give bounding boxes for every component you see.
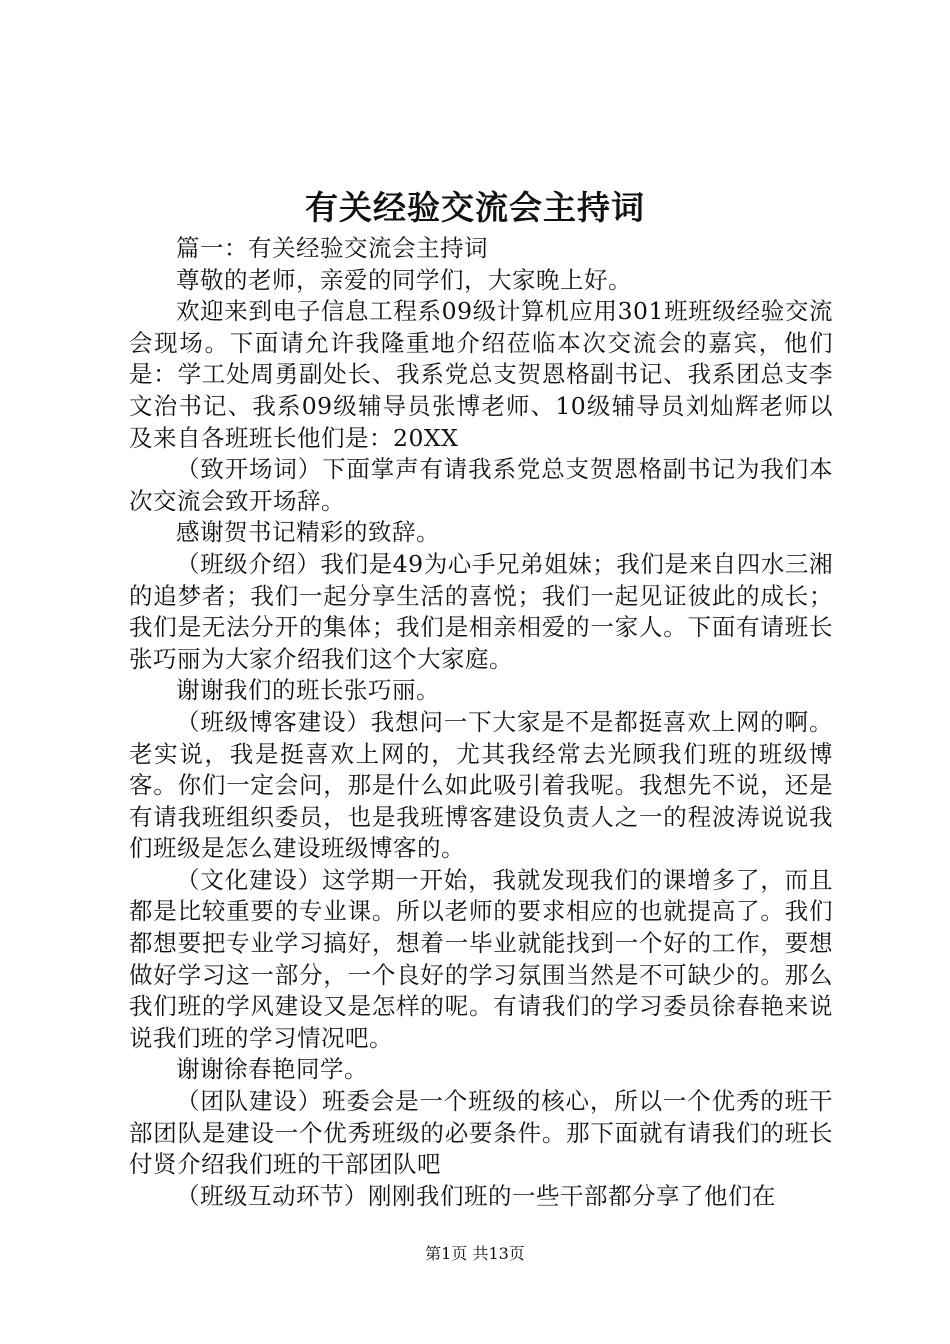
paragraph: （文化建设）这学期一开始，我就发现我们的课增多了，而且都是比较重要的专业课。所以老师的要求相应的也就提高了。我们都想要把专业学习搞好，想着一毕业就能找到一个好的工作，要想做好学习这一部分，一个良好的学习氛围当然是不可缺少的。那么我们班的学风建设又是怎样的呢。有请我们的学习委员徐春艳来说说我们班的学习情况吧。	[129, 865, 833, 1052]
paragraph: 尊敬的老师，亲爱的同学们，大家晚上好。	[176, 265, 632, 294]
document-body	[129, 233, 833, 1212]
paragraph: （班级介绍）我们是49为心手兄弟姐妹；我们是来自四水三湘的追梦者；我们一起分享生活的喜悦；我们一起见证彼此的成长；我们是无法分开的集体；我们是相亲相爱的一家人。下面有请班长张巧丽为大家介绍我们这个大家庭。	[129, 549, 833, 673]
paragraph: （致开场词）下面掌声有请我系党总支贺恩格副书记为我们本次交流会致开场辞。	[129, 455, 833, 515]
paragraph: （班级互动环节）刚刚我们班的一些干部都分享了他们在	[176, 1181, 776, 1210]
paragraph: 欢迎来到电子信息工程系09级计算机应用301班班级经验交流会现场。下面请允许我隆重地介绍莅临本次交流会的嘉宾，他们是：学工处周勇副处长、我系党总支贺恩格副书记、我系团总支李文治书记、我系09级辅导员张博老师、10级辅导员刘灿辉老师以及来自各班班长他们是：20XX	[129, 297, 833, 452]
paragraph: （班级博客建设）我想问一下大家是不是都挺喜欢上网的啊。老实说，我是挺喜欢上网的，尤其我经常去光顾我们班的班级博客。你们一定会问，那是什么如此吸引着我呢。我想先不说，还是有请我班组织委员，也是我班博客建设负责人之一的程波涛说说我们班级是怎么建设班级博客的。	[129, 707, 833, 863]
paragraph: 感谢贺书记精彩的致辞。	[176, 518, 440, 547]
paragraph: 谢谢徐春艳同学。	[176, 1055, 368, 1084]
page-footer: 第1页 共13页	[425, 1244, 525, 1263]
document-title: 有关经验交流会主持词	[305, 188, 645, 227]
paragraph: （团队建设）班委会是一个班级的核心，所以一个优秀的班干部团队是建设一个优秀班级的必要条件。那下面就有请我们的班长付贤介绍我们班的干部团队吧	[129, 1087, 833, 1179]
paragraph: 篇一：有关经验交流会主持词	[176, 234, 488, 262]
paragraph: 谢谢我们的班长张巧丽。	[176, 676, 440, 705]
